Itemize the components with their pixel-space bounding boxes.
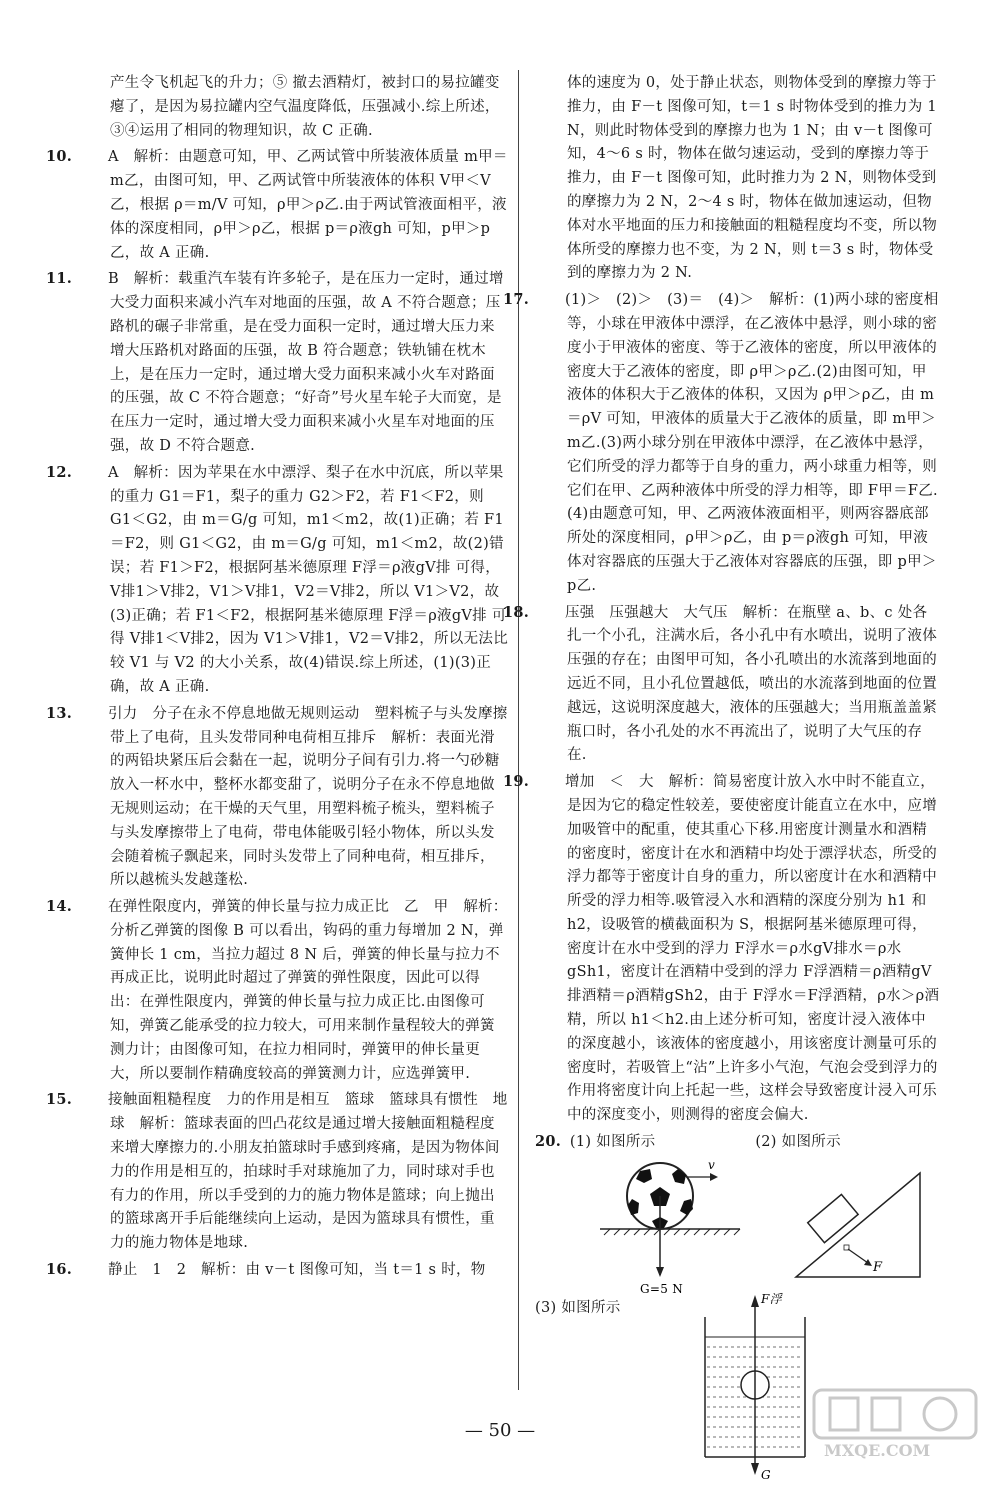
question-16-number: 16.	[46, 1261, 73, 1279]
figure-3-f-label: F浮	[761, 1291, 782, 1306]
question-20-fig2-label: (2) 如图所示	[755, 1134, 841, 1151]
question-15-text: 接触面粗糙程度 力的作用是相互 篮球 篮球具有惯性 地球 解析：篮球表面的凹凸花纹是通过增大接触面粗糙程度来增大摩擦力的.小朋友拍篮球时手感到疼痛，是因为物体间力的作用是相互的，拍球时手对球施加了力，同时球对手也有力的作用，所以手受到的力的施力物体是篮球；向上抛出的篮球离开手后能继续向上运动，是因为篮球具有惯性，重力的施力物体是地球.	[108, 1092, 508, 1252]
question-13	[46, 702, 508, 893]
question-14	[46, 895, 508, 1086]
question-10	[46, 145, 508, 265]
question-10-number: 10.	[46, 148, 73, 166]
question-12	[46, 461, 508, 700]
figure-1-g-label: G=5 N	[640, 1281, 684, 1296]
question-20	[535, 1130, 940, 1155]
question-13-number: 13.	[46, 704, 73, 722]
figure-2-f-label: F	[873, 1259, 883, 1275]
question-14-number: 14.	[46, 898, 73, 916]
watermark-text: MXQE.COM	[824, 1441, 931, 1460]
question-18	[503, 601, 940, 769]
question-19-text: 增加 ＜ 大 解析：简易密度计放入水中时不能直立，是因为它的稳定性较差，要使密度计能直立在水中，应增加吸管中的配重，使其重心下移.用密度计测量水和酒精的密度时，密度计在水和酒精中均处于漂浮状态，所受的浮力都等于密度计自身的重力，所以密度计在水和酒精中所受的浮力相等.吸管浸入水和酒精的深度分别为 h1 和 h2，设吸管的横截面积为 S，根据阿基米德原理可得，密度计在水中受到的浮力 F浮水＝ρ水gV排水＝ρ水gSh1，密度计在酒精中受到的浮力 F浮酒精＝ρ酒精gV排酒精＝ρ酒精gSh2，由于 F浮水＝F浮酒精，ρ水＞ρ酒精，所以 h1＜h2.由上述分析可知，密度计浸入液体中的深度越小，该液体的密度越小，用该密度计测量可乐的密度时，若吸管上“沾”上许多小气泡，气泡会受到浮力的作用将密度计向上托起一些，这样会导致密度计浸入可乐中的深度变小，则测得的密度会偏大.	[565, 774, 940, 1124]
question-12-text: A 解析：因为苹果在水中漂浮、梨子在水中沉底，所以苹果的重力 G1＝F1，梨子的重力 G2＞F2，若 F1＜F2，则 G1＜G2，由 m＝G/g 可知，m1＜m2，故(1)正确；若 F1＝F2，则 G1＜G2，由 m＝G/g 可知，m1＜m2，故(2)错误；若 F1＞F2，根据阿基米德原理 F浮＝ρ液gV排 可得，V排1＞V排2，V1＞V排1，V2＝V排2，所以 V1＞V2，故(3)正确；若 F1＜F2，根据阿基米德原理 F浮＝ρ液gV排 可得 V排1＜V排2，因为 V1＞V排1，V2＝V排2，所以无法比较 V1 与 V2 的大小关系，故(4)错误.综上所述，(1)(3)正确，故 A 正确.	[108, 464, 508, 695]
question-18-number: 18.	[503, 603, 530, 621]
question-12-number: 12.	[46, 463, 73, 481]
question-16	[46, 1258, 508, 1283]
question-20-fig3-label: (3) 如图所示	[535, 1299, 621, 1316]
question-20-number: 20.	[535, 1133, 562, 1151]
question-11-number: 11.	[46, 270, 73, 288]
question-17	[503, 288, 940, 598]
question-10-text: A 解析：由题意可知，甲、乙两试管中所装液体质量 m甲＝m乙，由图可知，甲、乙两试管中所装液体的体积 V甲＜V乙，根据 ρ＝m/V 可知，ρ甲＞ρ乙.由于两试管液面相平，液体的深度相同，ρ甲＞ρ乙，根据 p＝ρ液gh 可知，p甲＞p乙，故 A 正确.	[108, 149, 508, 261]
question-11	[46, 267, 508, 458]
figure-2-incline	[790, 1167, 940, 1287]
column-divider	[518, 70, 519, 1390]
question-19-number: 19.	[503, 773, 530, 791]
figure-3-g-label: G	[761, 1467, 771, 1482]
question-16-text: 静止 1 2 解析：由 v－t 图像可知，当 t＝1 s 时，物	[108, 1262, 486, 1279]
question-20-fig1-label: (1) 如图所示	[569, 1134, 656, 1151]
question-19	[503, 770, 940, 1128]
watermark-logo	[810, 1386, 980, 1461]
intro-continuation: 产生令飞机起飞的升力；⑤ 撤去酒精灯，被封口的易拉罐变瘪了，是因为易拉罐内空气温度降低，压强减小.综上所述，③④运用了相同的物理知识，故 C 正确.	[110, 75, 500, 139]
figure-1-soccer-ball	[590, 1157, 750, 1302]
question-18-text: 压强 压强越大 大气压 解析：在瓶壁 a、b、c 处各扎一个小孔，注满水后，各小孔中有水喷出，说明了液体压强的存在；由图甲可知，各小孔喷出的水流落到地面的远近不同，且小孔位置越低，喷出的水流落到地面的位置越远，这说明深度越大，液体的压强越大；当用瓶盖盖紧瓶口时，各小孔处的水不再流出了，说明了大气压的存在.	[565, 604, 937, 764]
question-16-continuation: 体的速度为 0，处于静止状态，则物体受到的摩擦力等于推力，由 F－t 图像可知，t＝1 s 时物体受到的推力为 1 N，则此时物体受到的摩擦力也为 1 N；由 v－t 图像可知，4～6 s 时，物体在做匀速运动，受到的摩擦力等于推力，由 F－t 图像可知，此时推力为 2 N，则物体受到的摩擦力为 2 N，2～4 s 时，物体在做加速运动，但物体对水平地面的压力和接触面的粗糙程度均不变，所以物体所受的摩擦力也不变，为 2 N，则 t＝3 s 时，物体受到的摩擦力为 2 N.	[567, 75, 937, 282]
question-13-text: 引力 分子在永不停息地做无规则运动 塑料梳子与头发摩擦带上了电荷，且头发带同种电荷相互排斥 解析：表面光滑的两铅块紧压后会黏在一起，说明分子间有引力.将一勺砂糖放入一杯水中，整杯水都变甜了，说明分子在永不停息地做无规则运动；在干燥的天气里，用塑料梳子梳头，塑料梳子与头发摩擦带上了电荷，带电体能吸引轻小物体，所以头发会随着梳子飘起来，同时头发带上了同种电荷，相互排斥，所以越梳头发越蓬松.	[108, 705, 508, 889]
question-17-text: (1)＞ (2)＞ (3)＝ (4)＞ 解析：(1)两小球的密度相等，小球在甲液体中漂浮，在乙液体中悬浮，则小球的密度小于甲液体的密度、等于乙液体的密度，所以甲液体的密度大于乙液体的密度，即 ρ甲＞ρ乙.(2)由图可知，甲液体的体积大于乙液体的体积，又因为 ρ甲＞ρ乙，由 m＝ρV 可知，甲液体的质量大于乙液体的质量，即 m甲＞m乙.(3)两小球分别在甲液体中漂浮，在乙液体中悬浮，它们所受的浮力都等于自身的重力，两小球重力相等，则它们在甲、乙两种液体中所受的浮力相等，即 F甲＝F乙.(4)由题意可知，甲、乙两液体液面相平，则两容器底部所处的深度相同，ρ甲＞ρ乙，由 p＝ρ液gh 可知，甲液体对容器底的压强大于乙液体对容器底的压强，即 p甲＞p乙.	[565, 292, 939, 594]
figure-3-container	[685, 1287, 825, 1487]
question-15	[46, 1088, 508, 1256]
page-number: — 50 —	[464, 1420, 536, 1441]
question-15-number: 15.	[46, 1091, 73, 1109]
left-column	[46, 72, 508, 1285]
question-14-text: 在弹性限度内，弹簧的伸长量与拉力成正比 乙 甲 解析：分析乙弹簧的图像 B 可以看出，钩码的重力每增加 2 N，弹簧伸长 1 cm，当拉力超过 8 N 后，弹簧的伸长量与拉力不再成正比，说明此时超过了弹簧的弹性限度，因此可以得出：在弹性限度内，弹簧的伸长量与拉力成正比.由图像可知，弹簧乙能承受的拉力较大，可用来制作量程较大的弹簧测力计；由图像可知，在拉力相同时，弹簧甲的伸长量更大，所以要制作精确度较高的弹簧测力计，应选弹簧甲.	[108, 899, 508, 1082]
question-17-number: 17.	[503, 291, 530, 309]
right-column	[503, 72, 940, 1497]
figure-1-v-label: v	[708, 1157, 716, 1172]
question-11-text: B 解析：载重汽车装有许多轮子，是在压力一定时，通过增大受力面积来减小汽车对地面的压强，故 A 不符合题意；压路机的碾子非常重，是在受力面积一定时，通过增大压力来增大压路机对路面的压强，故 B 符合题意；铁轨铺在枕木上，是在压力一定时，通过增大受力面积来减小火车对路面的压强，故 C 不符合题意；“好奇”号火星车轮子大而宽，是在压力一定时，通过增大受力面积来减小火星车对地面的压强，故 D 不符合题意.	[108, 271, 504, 454]
